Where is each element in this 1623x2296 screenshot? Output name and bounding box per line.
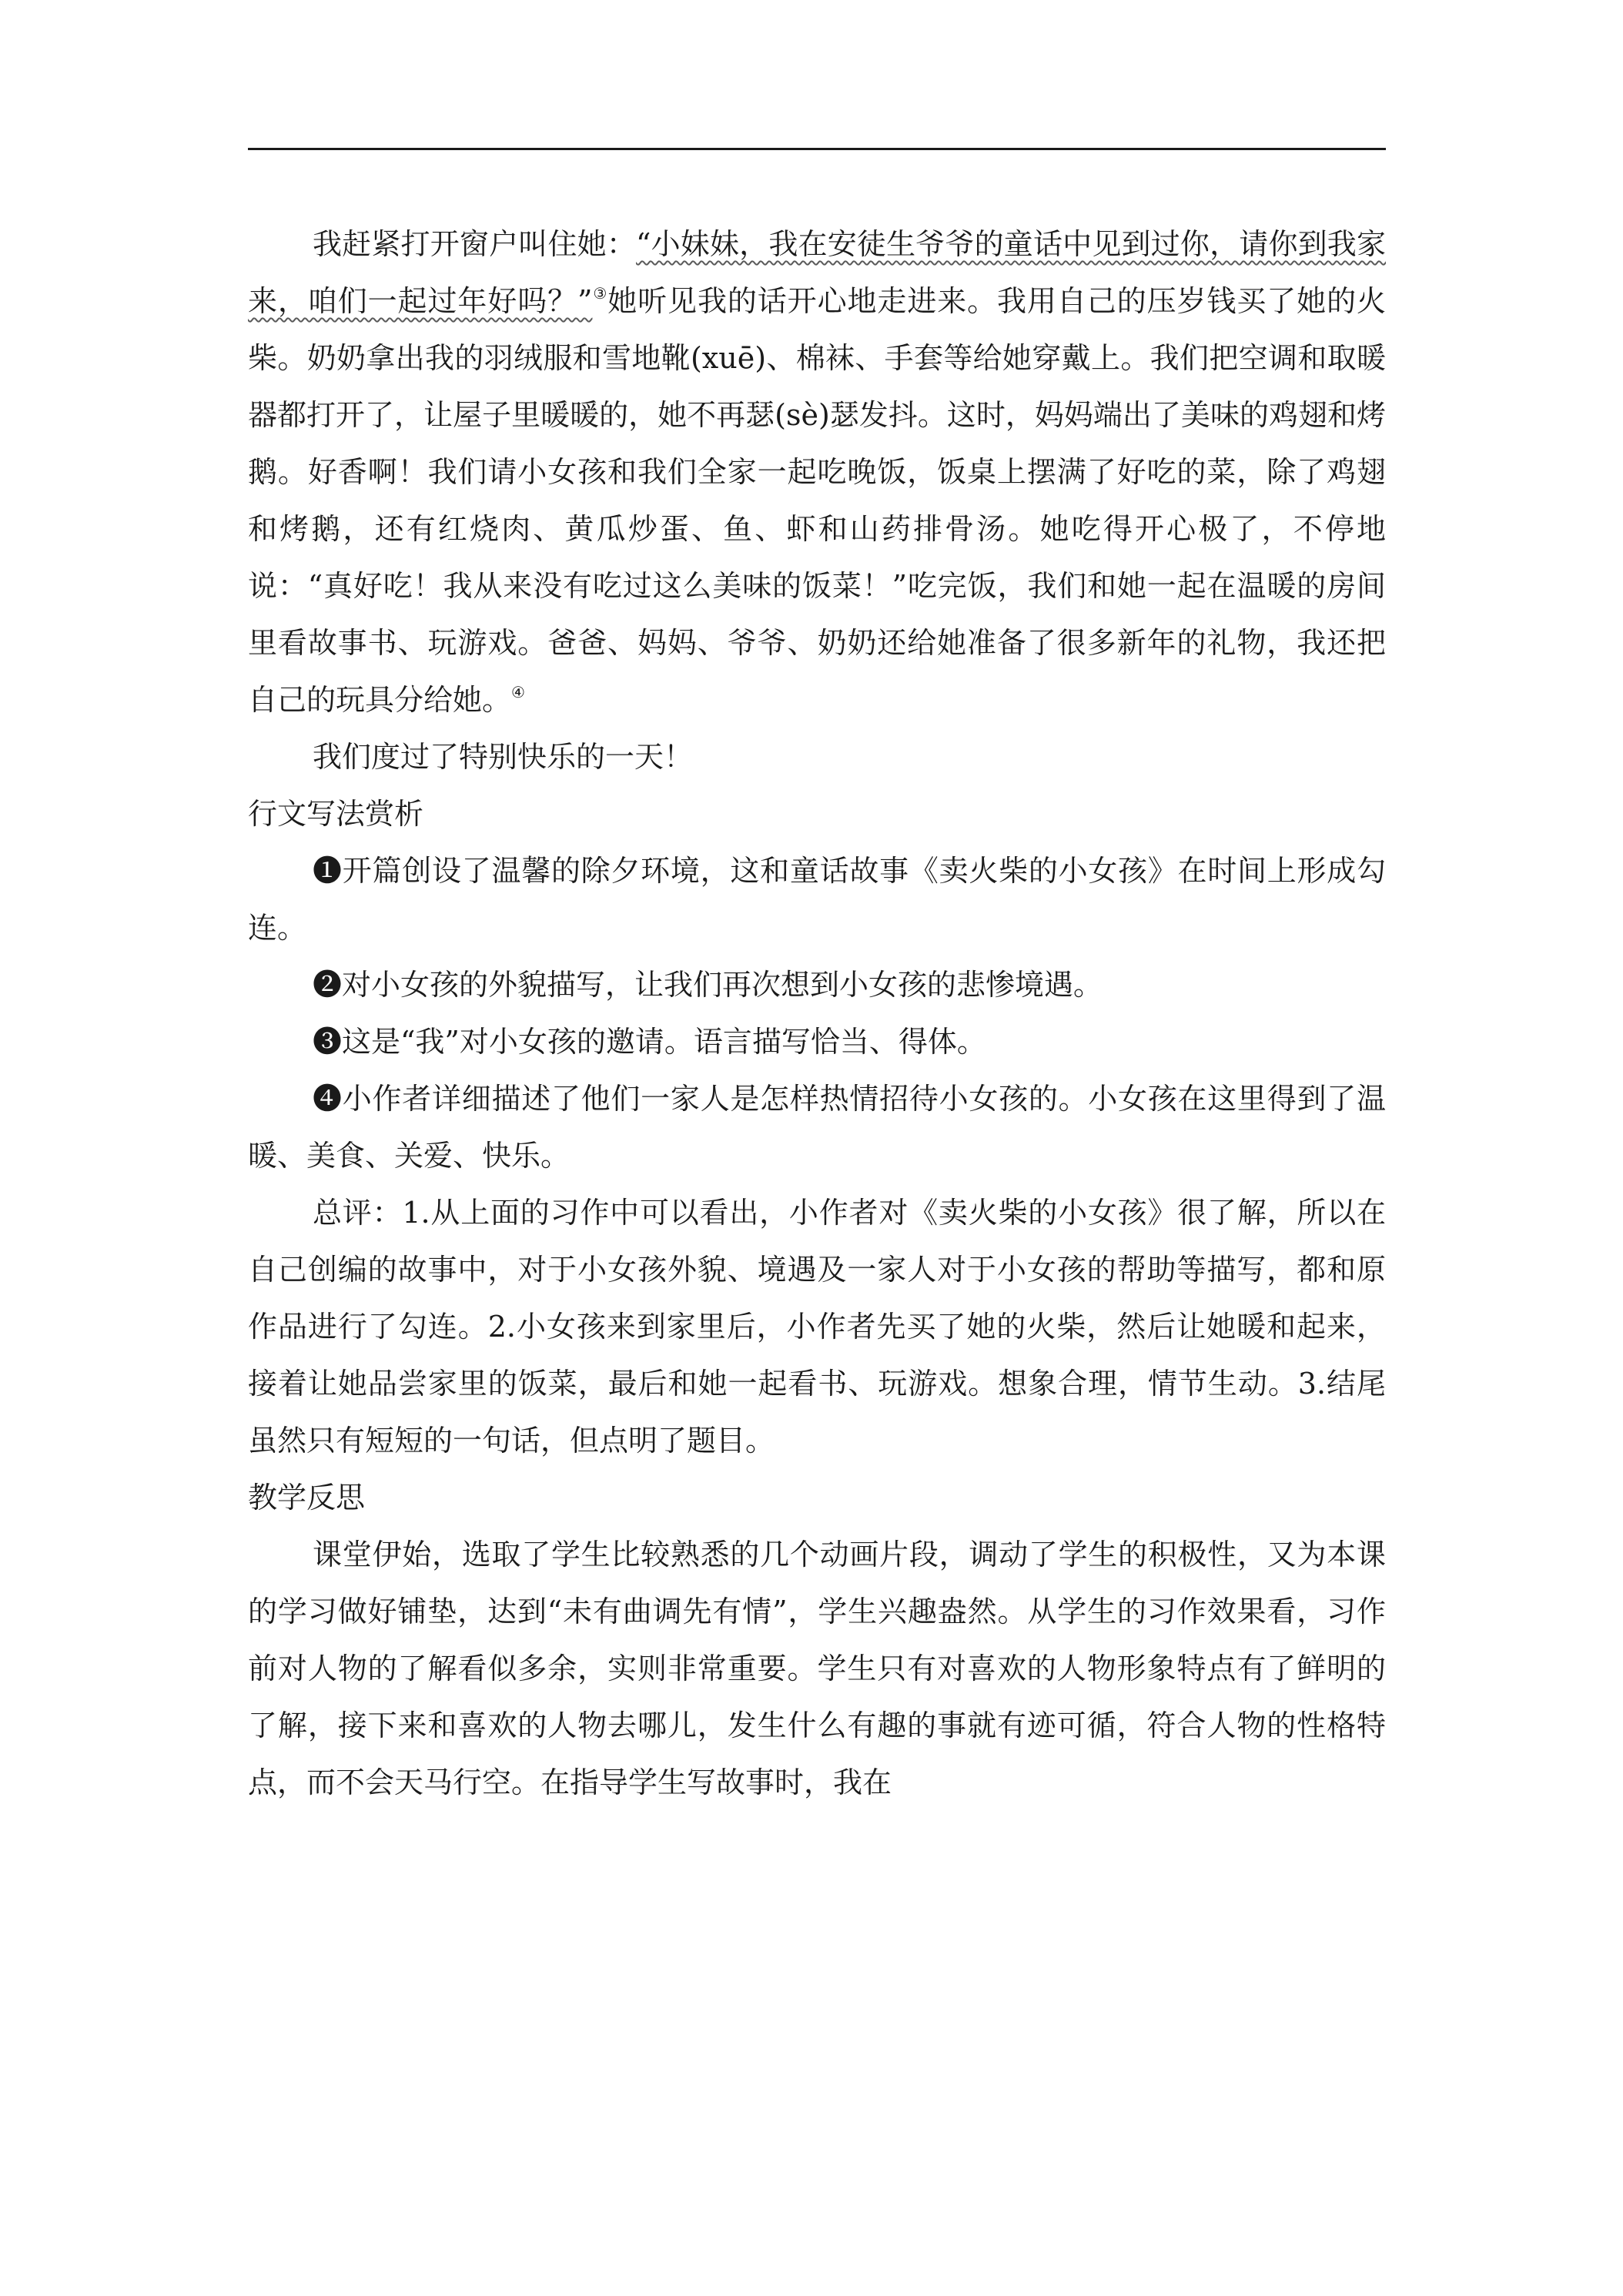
header-rule [248,148,1386,150]
analysis-item-2: ❷对小女孩的外貌描写，让我们再次想到小女孩的悲惨境遇。 [313,968,1103,1002]
note-marker-3: ③ [592,284,608,303]
invitation-quote: “小妹妹，我在安徒生爷爷的童话中见到过你，请你到我家来，咱们一起过年好吗？” [248,227,1386,318]
paragraph-lead-text: 我赶紧打开窗户叫住她： [313,227,637,261]
summary-paragraph: 总评：1.从上面的习作中可以看出，小作者对《卖火柴的小女孩》很了解，所以在自己创编的故事中，对于小女孩外貌、境遇及一家人对于小女孩的帮助等描写，都和原作品进行了勾连。2.小女孩来到家里后，小作者先买了她的火柴，然后让她暖和起来，接着让她品尝家里的饭菜，最后和她一起看书、玩游戏。想象合理，情节生动。3.结尾虽然只有短短的一句话，但点明了题目。 [248,1196,1386,1458]
section-heading-reflection: 教学反思 [248,1481,366,1514]
reflection-paragraph: 课堂伊始，选取了学生比较熟悉的几个动画片段，调动了学生的积极性，又为本课的学习做好铺垫，达到“未有曲调先有情”，学生兴趣盎然。从学生的习作效果看，习作前对人物的了解看似多余，实则非常重要。学生只有对喜欢的人物形象特点有了鲜明的了解，接下来和喜欢的人物去哪儿，发生什么有趣的事就有迹可循，符合人物的性格特点，而不会天马行空。在指导学生写故事时，我在 [248,1538,1386,1799]
document-body [248,216,1386,1811]
story-paragraph-ending: 我们度过了特别快乐的一天！ [313,740,694,774]
section-heading-analysis: 行文写法赏析 [248,797,424,831]
analysis-item-4: ❹小作者详细描述了他们一家人是怎样热情招待小女孩的。小女孩在这里得到了温暖、美食、关爱、快乐。 [248,1082,1386,1173]
story-paragraph-invitation [248,216,1386,728]
analysis-item-1: ❶开篇创设了温馨的除夕环境，这和童话故事《卖火柴的小女孩》在时间上形成勾连。 [248,854,1386,945]
note-marker-4: ④ [511,683,525,701]
paragraph-body-text: 她听见我的话开心地走进来。我用自己的压岁钱买了她的火柴。奶奶拿出我的羽绒服和雪地靴(xuē)、棉袜、手套等给她穿戴上。我们把空调和取暖器都打开了，让屋子里暖暖的，她不再瑟(sè)瑟发抖。这时，妈妈端出了美味的鸡翅和烤鹅。好香啊！我们请小女孩和我们全家一起吃晚饭，饭桌上摆满了好吃的菜，除了鸡翅和烤鹅，还有红烧肉、黄瓜炒蛋、鱼、虾和山药排骨汤。她吃得开心极了，不停地说：“真好吃！我从来没有吃过这么美味的饭菜！”吃完饭，我们和她一起在温暖的房间里看故事书、玩游戏。爸爸、妈妈、爷爷、奶奶还给她准备了很多新年的礼物，我还把自己的玩具分给她。 [248,284,1386,717]
analysis-item-3: ❸这是“我”对小女孩的邀请。语言描写恰当、得体。 [313,1025,986,1059]
